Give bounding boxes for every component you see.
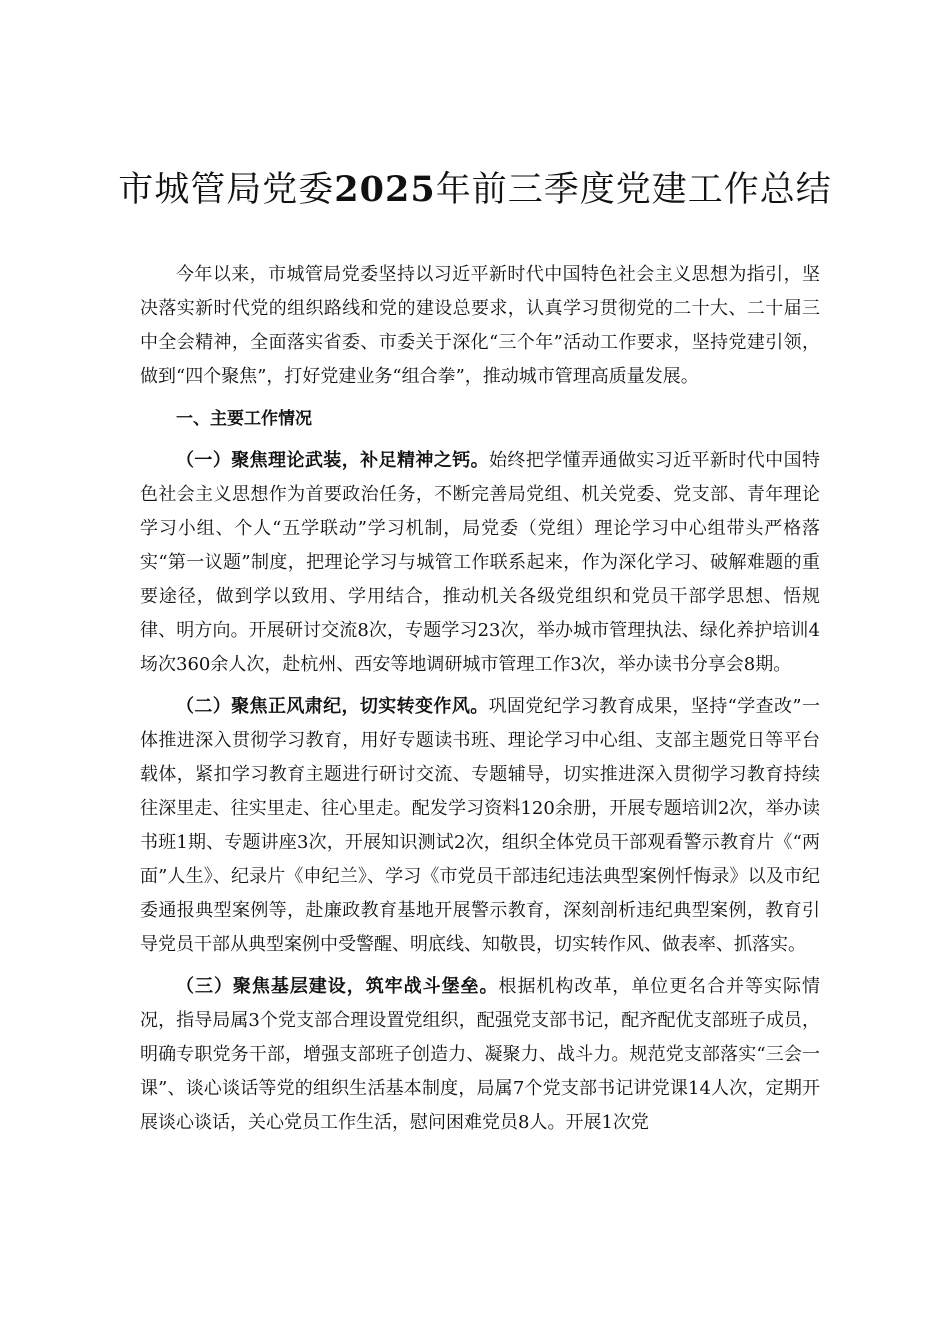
document-body xyxy=(140,258,820,1148)
item-lead-2: （二）聚焦正风肃纪，切实转变作风。 xyxy=(176,696,489,717)
item-paragraph-1 xyxy=(140,444,820,682)
item-text-1: 始终把学懂弄通做实习近平新时代中国特色社会主义思想作为首要政治任务，不断完善局党组、机关党委、党支部、青年理论学习小组、个人“五学联动”学习机制，局党委（党组）理论学习中心组带头严格落实“第一议题”制度，把理论学习与城管工作联系起来，作为深化学习、破解难题的重要途径，做到学以致用、学用结合，推动机关各级党组织和党员干部学思想、悟规律、明方向。开展研讨交流8次，专题学习23次，举办城市管理执法、绿化养护培训4场次360余人次，赴杭州、西安等地调研城市管理工作3次，举办读书分享会8期。 xyxy=(140,450,820,675)
section-heading-main-work: 一、主要工作情况 xyxy=(176,409,312,429)
item-lead-3: （三）聚焦基层建设，筑牢战斗堡垒。 xyxy=(176,976,499,997)
item-text-3: 根据机构改革，单位更名合并等实际情况，指导局属3个党支部合理设置党组织，配强党支部书记，配齐配优支部班子成员，明确专职党务干部，增强支部班子创造力、凝聚力、战斗力。规范党支部落实“三会一课”、谈心谈话等党的组织生活基本制度，局属7个党支部书记讲党课14人次，定期开展谈心谈话，关心党员工作生活，慰问困难党员8人。开展1次党 xyxy=(140,976,820,1133)
intro-paragraph: 今年以来，市城管局党委坚持以习近平新时代中国特色社会主义思想为指引，坚决落实新时代党的组织路线和党的建设总要求，认真学习贯彻党的二十大、二十届三中全会精神，全面落实省委、市委关于深化“三个年”活动工作要求，坚持党建引领，做到“四个聚焦”，打好党建业务“组合拳”，推动城市管理高质量发展。 xyxy=(140,264,820,387)
title-prefix: 市城管局党委 xyxy=(118,170,335,210)
title-suffix: 年前三季度党建工作总结 xyxy=(435,170,832,210)
item-paragraph-2 xyxy=(140,690,820,962)
item-text-2: 巩固党纪学习教育成果，坚持“学查改”一体推进深入贯彻学习教育，用好专题读书班、理论学习中心组、支部主题党日等平台载体，紧扣学习教育主题进行研讨交流、专题辅导，切实推进深入贯彻学习教育持续往深里走、往实里走、往心里走。配发学习资料120余册，开展专题培训2次，举办读书班1期、专题讲座3次，开展知识测试2次，组织全体党员干部观看警示教育片《“两面”人生》、纪录片《申纪兰》、学习《市党员干部违纪违法典型案例忏悔录》以及市纪委通报典型案例等，赴廉政教育基地开展警示教育，深刻剖析违纪典型案例，教育引导党员干部从典型案例中受警醒、明底线、知敬畏，切实转作风、做表率、抓落实。 xyxy=(140,696,821,955)
document-title xyxy=(0,164,950,216)
item-lead-1: （一）聚焦理论武装，补足精神之钙。 xyxy=(176,450,489,471)
item-paragraph-3 xyxy=(140,970,820,1140)
title-year: 2025 xyxy=(334,169,436,210)
